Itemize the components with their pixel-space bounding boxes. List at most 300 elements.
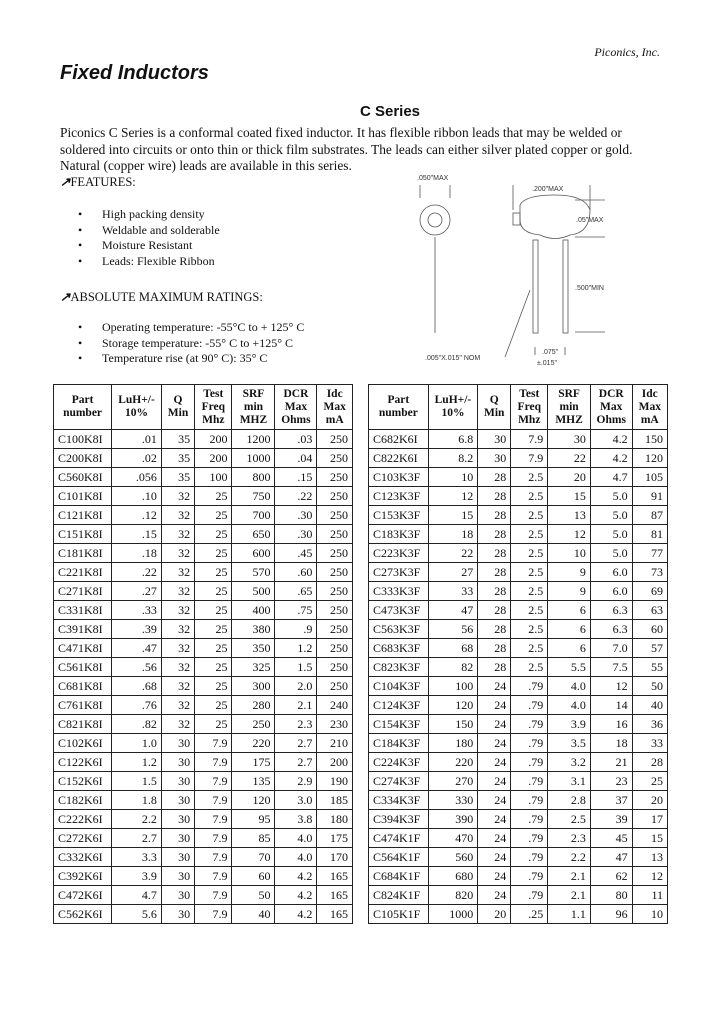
table-cell: 24	[478, 753, 511, 772]
table-row	[369, 563, 668, 582]
table-cell: 325	[232, 658, 275, 677]
table-cell: 250	[317, 544, 353, 563]
table-row	[369, 810, 668, 829]
table-cell: 60	[232, 867, 275, 886]
table-cell: 470	[428, 829, 478, 848]
table-cell: 2.5	[511, 601, 548, 620]
dim-lead-length: .500"MIN	[575, 285, 604, 292]
table-cell: 2.0	[275, 677, 317, 696]
table-row	[369, 753, 668, 772]
table-cell: 28	[478, 487, 511, 506]
table-cell: 20	[632, 791, 667, 810]
column-header: Idc Max mA	[632, 385, 667, 430]
column-header: Test Freq Mhz	[195, 385, 232, 430]
table-cell: C683K3F	[369, 639, 429, 658]
table-row	[54, 563, 353, 582]
table-cell: 400	[232, 601, 275, 620]
table-cell: 150	[428, 715, 478, 734]
table-cell: 165	[317, 886, 353, 905]
table-cell: 24	[478, 677, 511, 696]
table-cell: 32	[161, 487, 194, 506]
table-cell: 25	[195, 696, 232, 715]
table-cell: .18	[112, 544, 162, 563]
table-cell: 2.5	[548, 810, 591, 829]
table-row	[369, 886, 668, 905]
table-cell: 2.5	[511, 487, 548, 506]
table-cell: .79	[511, 715, 548, 734]
table-cell: 24	[478, 715, 511, 734]
table-cell: 2.3	[275, 715, 317, 734]
table-cell: 30	[161, 848, 194, 867]
table-cell: 30	[161, 886, 194, 905]
table-cell: .79	[511, 829, 548, 848]
table-cell: 30	[161, 772, 194, 791]
table-cell: 60	[632, 620, 667, 639]
table-cell: 50	[632, 677, 667, 696]
table-cell: 33	[428, 582, 478, 601]
dim-width: .200"MAX	[532, 186, 564, 193]
table-cell: C183K3F	[369, 525, 429, 544]
table-cell: 270	[428, 772, 478, 791]
table-cell: 6.0	[590, 563, 632, 582]
table-cell: C221K8I	[54, 563, 112, 582]
table-cell: 25	[195, 563, 232, 582]
table-cell: 25	[195, 487, 232, 506]
table-cell: 85	[232, 829, 275, 848]
table-cell: 35	[161, 449, 194, 468]
table-cell: 7.9	[195, 753, 232, 772]
table-cell: 4.2	[590, 449, 632, 468]
table-cell: 68	[428, 639, 478, 658]
table-row	[369, 449, 668, 468]
table-cell: .27	[112, 582, 162, 601]
table-cell: 28	[478, 563, 511, 582]
table-cell: C334K3F	[369, 791, 429, 810]
table-cell: .15	[112, 525, 162, 544]
table-cell: C392K6I	[54, 867, 112, 886]
table-cell: C473K3F	[369, 601, 429, 620]
table-cell: .82	[112, 715, 162, 734]
table-cell: 250	[317, 487, 353, 506]
table-cell: 250	[317, 506, 353, 525]
table-cell: 100	[195, 468, 232, 487]
table-cell: 15	[428, 506, 478, 525]
table-cell: .79	[511, 677, 548, 696]
table-cell: 32	[161, 658, 194, 677]
list-item: • Moisture Resistant	[62, 238, 220, 254]
table-cell: 3.8	[275, 810, 317, 829]
table-cell: 6.8	[428, 430, 478, 449]
table-cell: C123K3F	[369, 487, 429, 506]
table-cell: .15	[275, 468, 317, 487]
table-cell: 32	[161, 582, 194, 601]
table-cell: 81	[632, 525, 667, 544]
column-header: DCR Max Ohms	[275, 385, 317, 430]
table-cell: 82	[428, 658, 478, 677]
table-cell: 24	[478, 867, 511, 886]
table-cell: 20	[548, 468, 591, 487]
table-cell: .01	[112, 430, 162, 449]
table-cell: 24	[478, 848, 511, 867]
table-row	[369, 468, 668, 487]
table-cell: C332K6I	[54, 848, 112, 867]
table-cell: 30	[478, 430, 511, 449]
table-cell: 2.1	[275, 696, 317, 715]
table-cell: 6	[548, 620, 591, 639]
table-cell: C181K8I	[54, 544, 112, 563]
table-cell: .056	[112, 468, 162, 487]
table-cell: .45	[275, 544, 317, 563]
table-cell: 380	[232, 620, 275, 639]
table-cell: 32	[161, 563, 194, 582]
table-cell: 7.9	[511, 449, 548, 468]
table-cell: C824K1F	[369, 886, 429, 905]
table-cell: C823K3F	[369, 658, 429, 677]
table-cell: C122K6I	[54, 753, 112, 772]
table-cell: 25	[195, 525, 232, 544]
table-row	[54, 810, 353, 829]
table-row	[369, 791, 668, 810]
table-cell: C153K3F	[369, 506, 429, 525]
table-cell: 150	[632, 430, 667, 449]
table-cell: .79	[511, 772, 548, 791]
table-row	[54, 544, 353, 563]
table-cell: 28	[478, 601, 511, 620]
table-cell: 2.7	[275, 753, 317, 772]
table-cell: .79	[511, 734, 548, 753]
table-cell: C474K1F	[369, 829, 429, 848]
table-cell: 4.2	[590, 430, 632, 449]
table-cell: 230	[317, 715, 353, 734]
table-cell: C101K8I	[54, 487, 112, 506]
table-cell: 1.2	[275, 639, 317, 658]
table-cell: 28	[478, 620, 511, 639]
table-cell: C121K8I	[54, 506, 112, 525]
table-cell: 250	[317, 639, 353, 658]
table-cell: C564K1F	[369, 848, 429, 867]
table-row	[369, 715, 668, 734]
table-cell: C104K3F	[369, 677, 429, 696]
list-item: • Leads: Flexible Ribbon	[62, 254, 220, 270]
table-row	[54, 696, 353, 715]
table-row	[369, 677, 668, 696]
table-cell: .68	[112, 677, 162, 696]
table-cell: 1.5	[275, 658, 317, 677]
table-cell: 30	[161, 753, 194, 772]
table-cell: 10	[632, 905, 667, 924]
table-cell: C472K6I	[54, 886, 112, 905]
table-cell: 220	[428, 753, 478, 772]
table-cell: 13	[632, 848, 667, 867]
ratings-heading	[60, 289, 263, 305]
table-cell: 20	[478, 905, 511, 924]
table-cell: 33	[632, 734, 667, 753]
table-cell: 30	[161, 810, 194, 829]
table-cell: 22	[428, 544, 478, 563]
table-cell: 7.9	[511, 430, 548, 449]
table-cell: 6.3	[590, 601, 632, 620]
table-cell: C561K8I	[54, 658, 112, 677]
table-cell: 63	[632, 601, 667, 620]
table-cell: 25	[195, 715, 232, 734]
table-cell: C761K8I	[54, 696, 112, 715]
column-header: Part number	[369, 385, 429, 430]
table-cell: 165	[317, 867, 353, 886]
column-header: Q Min	[161, 385, 194, 430]
table-cell: C124K3F	[369, 696, 429, 715]
table-cell: 185	[317, 791, 353, 810]
table-cell: 18	[590, 734, 632, 753]
table-cell: 1.0	[112, 734, 162, 753]
table-cell: 21	[590, 753, 632, 772]
table-row	[54, 506, 353, 525]
table-cell: 2.5	[511, 468, 548, 487]
table-cell: 7.5	[590, 658, 632, 677]
table-cell: 1200	[232, 430, 275, 449]
column-header: Test Freq Mhz	[511, 385, 548, 430]
column-header: SRF min MHZ	[548, 385, 591, 430]
table-cell: 2.3	[548, 829, 591, 848]
table-cell: 300	[232, 677, 275, 696]
table-cell: 120	[232, 791, 275, 810]
table-cell: 25	[632, 772, 667, 791]
table-cell: 37	[590, 791, 632, 810]
table-cell: 96	[590, 905, 632, 924]
table-cell: 2.1	[548, 886, 591, 905]
table-row	[369, 639, 668, 658]
table-cell: 8.2	[428, 449, 478, 468]
table-cell: 32	[161, 715, 194, 734]
table-cell: 165	[317, 905, 353, 924]
table-cell: C222K6I	[54, 810, 112, 829]
table-cell: 14	[590, 696, 632, 715]
table-cell: C274K3F	[369, 772, 429, 791]
table-cell: 30	[161, 734, 194, 753]
features-list	[62, 207, 220, 270]
table-cell: .12	[112, 506, 162, 525]
dim-height: .05"MAX	[576, 217, 604, 224]
table-row	[369, 772, 668, 791]
table-cell: 32	[161, 696, 194, 715]
table-cell: 24	[478, 886, 511, 905]
features-heading-text: FEATURES:	[70, 175, 136, 189]
table-cell: 750	[232, 487, 275, 506]
table-cell: 3.9	[112, 867, 162, 886]
table-cell: 22	[548, 449, 591, 468]
table-cell: 1.5	[112, 772, 162, 791]
column-header: DCR Max Ohms	[590, 385, 632, 430]
table-row	[54, 886, 353, 905]
table-cell: 390	[428, 810, 478, 829]
table-cell: 250	[317, 658, 353, 677]
table-cell: C223K3F	[369, 544, 429, 563]
table-cell: 28	[478, 468, 511, 487]
list-item: • Weldable and solderable	[62, 223, 220, 239]
table-cell: 32	[161, 525, 194, 544]
table-cell: 220	[232, 734, 275, 753]
table-cell: 56	[428, 620, 478, 639]
table-row	[54, 525, 353, 544]
table-cell: 560	[428, 848, 478, 867]
table-row	[54, 734, 353, 753]
table-cell: 200	[317, 753, 353, 772]
table-cell: 280	[232, 696, 275, 715]
table-cell: C272K6I	[54, 829, 112, 848]
table-cell: 28	[478, 658, 511, 677]
table-row	[54, 677, 353, 696]
piconics-logo-icon: ↗	[60, 175, 71, 189]
table-cell: .79	[511, 753, 548, 772]
table-cell: .33	[112, 601, 162, 620]
table-cell: 2.8	[548, 791, 591, 810]
table-cell: 35	[161, 468, 194, 487]
table-cell: 12	[548, 525, 591, 544]
table-cell: 32	[161, 620, 194, 639]
table-cell: 13	[548, 506, 591, 525]
table-cell: 30	[161, 791, 194, 810]
table-cell: 4.2	[275, 905, 317, 924]
table-cell: 7.9	[195, 791, 232, 810]
table-cell: 4.0	[275, 848, 317, 867]
table-cell: C224K3F	[369, 753, 429, 772]
table-cell: 180	[428, 734, 478, 753]
table-cell: 7.0	[590, 639, 632, 658]
table-row	[54, 639, 353, 658]
table-row	[369, 696, 668, 715]
table-cell: 3.0	[275, 791, 317, 810]
table-cell: .79	[511, 848, 548, 867]
table-cell: 24	[478, 791, 511, 810]
table-cell: C391K8I	[54, 620, 112, 639]
table-cell: 15	[632, 829, 667, 848]
table-cell: 50	[232, 886, 275, 905]
table-cell: 10	[548, 544, 591, 563]
list-item: • Temperature rise (at 90° C): 35° C	[62, 351, 304, 367]
table-cell: 250	[317, 582, 353, 601]
table-cell: 30	[548, 430, 591, 449]
table-cell: 4.7	[112, 886, 162, 905]
table-cell: C560K8I	[54, 468, 112, 487]
table-cell: C394K3F	[369, 810, 429, 829]
table-cell: 5.0	[590, 525, 632, 544]
table-cell: 6	[548, 601, 591, 620]
table-cell: 1.2	[112, 753, 162, 772]
table-cell: 10	[428, 468, 478, 487]
table-cell: 180	[317, 810, 353, 829]
dim-diameter: .050"MAX	[417, 175, 449, 182]
table-cell: 175	[232, 753, 275, 772]
table-cell: 500	[232, 582, 275, 601]
table-cell: 1000	[232, 449, 275, 468]
table-cell: 40	[632, 696, 667, 715]
table-row	[369, 506, 668, 525]
table-cell: 3.5	[548, 734, 591, 753]
table-row	[54, 582, 353, 601]
table-cell: .10	[112, 487, 162, 506]
table-cell: 175	[317, 829, 353, 848]
inductor-table-left	[53, 384, 353, 924]
table-cell: .39	[112, 620, 162, 639]
column-header: Idc Max mA	[317, 385, 353, 430]
table-row	[54, 848, 353, 867]
table-cell: 24	[478, 829, 511, 848]
table-cell: 15	[548, 487, 591, 506]
column-header: Part number	[54, 385, 112, 430]
company-name: Piconics, Inc.	[594, 45, 660, 59]
table-cell: 200	[195, 449, 232, 468]
table-cell: 28	[632, 753, 667, 772]
table-cell: 190	[317, 772, 353, 791]
table-cell: 57	[632, 639, 667, 658]
table-row	[369, 544, 668, 563]
table-cell: 170	[317, 848, 353, 867]
table-cell: C105K1F	[369, 905, 429, 924]
table-cell: 32	[161, 601, 194, 620]
table-cell: C271K8I	[54, 582, 112, 601]
table-row	[54, 753, 353, 772]
intro-paragraph: Piconics C Series is a conformal coated fixed inductor. It has flexible ribbon leads that may be welded or soldered into circuits or onto thin or thick film substrates. The leads can either silver plated copper or gold. Natural (copper wire) leads are available in this series.	[60, 125, 633, 173]
table-row	[369, 601, 668, 620]
table-cell: 24	[478, 772, 511, 791]
table-cell: 7.9	[195, 734, 232, 753]
table-cell: 24	[478, 696, 511, 715]
table-cell: 24	[478, 734, 511, 753]
table-cell: .60	[275, 563, 317, 582]
table-cell: 2.2	[548, 848, 591, 867]
table-row	[54, 601, 353, 620]
table-cell: 28	[478, 525, 511, 544]
column-header: LuH+/- 10%	[112, 385, 162, 430]
table-cell: 28	[478, 506, 511, 525]
table-row	[54, 905, 353, 924]
table-cell: C822K6I	[369, 449, 429, 468]
table-cell: 47	[590, 848, 632, 867]
table-row	[54, 449, 353, 468]
table-cell: 7.9	[195, 772, 232, 791]
table-cell: 1.1	[548, 905, 591, 924]
table-cell: 250	[317, 449, 353, 468]
table-cell: 4.7	[590, 468, 632, 487]
table-cell: 7.9	[195, 848, 232, 867]
table-cell: 3.1	[548, 772, 591, 791]
ratings-heading-text: ABSOLUTE MAXIMUM RATINGS:	[70, 290, 263, 304]
table-cell: 4.0	[275, 829, 317, 848]
table-row	[54, 791, 353, 810]
table-cell: 2.5	[511, 544, 548, 563]
table-cell: .56	[112, 658, 162, 677]
table-row	[369, 848, 668, 867]
column-header: LuH+/- 10%	[428, 385, 478, 430]
table-cell: 25	[195, 544, 232, 563]
table-cell: 2.7	[275, 734, 317, 753]
table-cell: 30	[161, 829, 194, 848]
table-cell: 27	[428, 563, 478, 582]
table-cell: 25	[195, 601, 232, 620]
table-cell: 800	[232, 468, 275, 487]
table-cell: 2.2	[112, 810, 162, 829]
dim-tolerance: ±.015"	[537, 360, 557, 367]
table-cell: 250	[317, 430, 353, 449]
table-cell: 30	[478, 449, 511, 468]
table-cell: 2.1	[548, 867, 591, 886]
table-cell: 23	[590, 772, 632, 791]
table-cell: 55	[632, 658, 667, 677]
table-cell: 680	[428, 867, 478, 886]
table-cell: C151K8I	[54, 525, 112, 544]
table-cell: .65	[275, 582, 317, 601]
table-cell: 25	[195, 658, 232, 677]
table-cell: 7.9	[195, 829, 232, 848]
